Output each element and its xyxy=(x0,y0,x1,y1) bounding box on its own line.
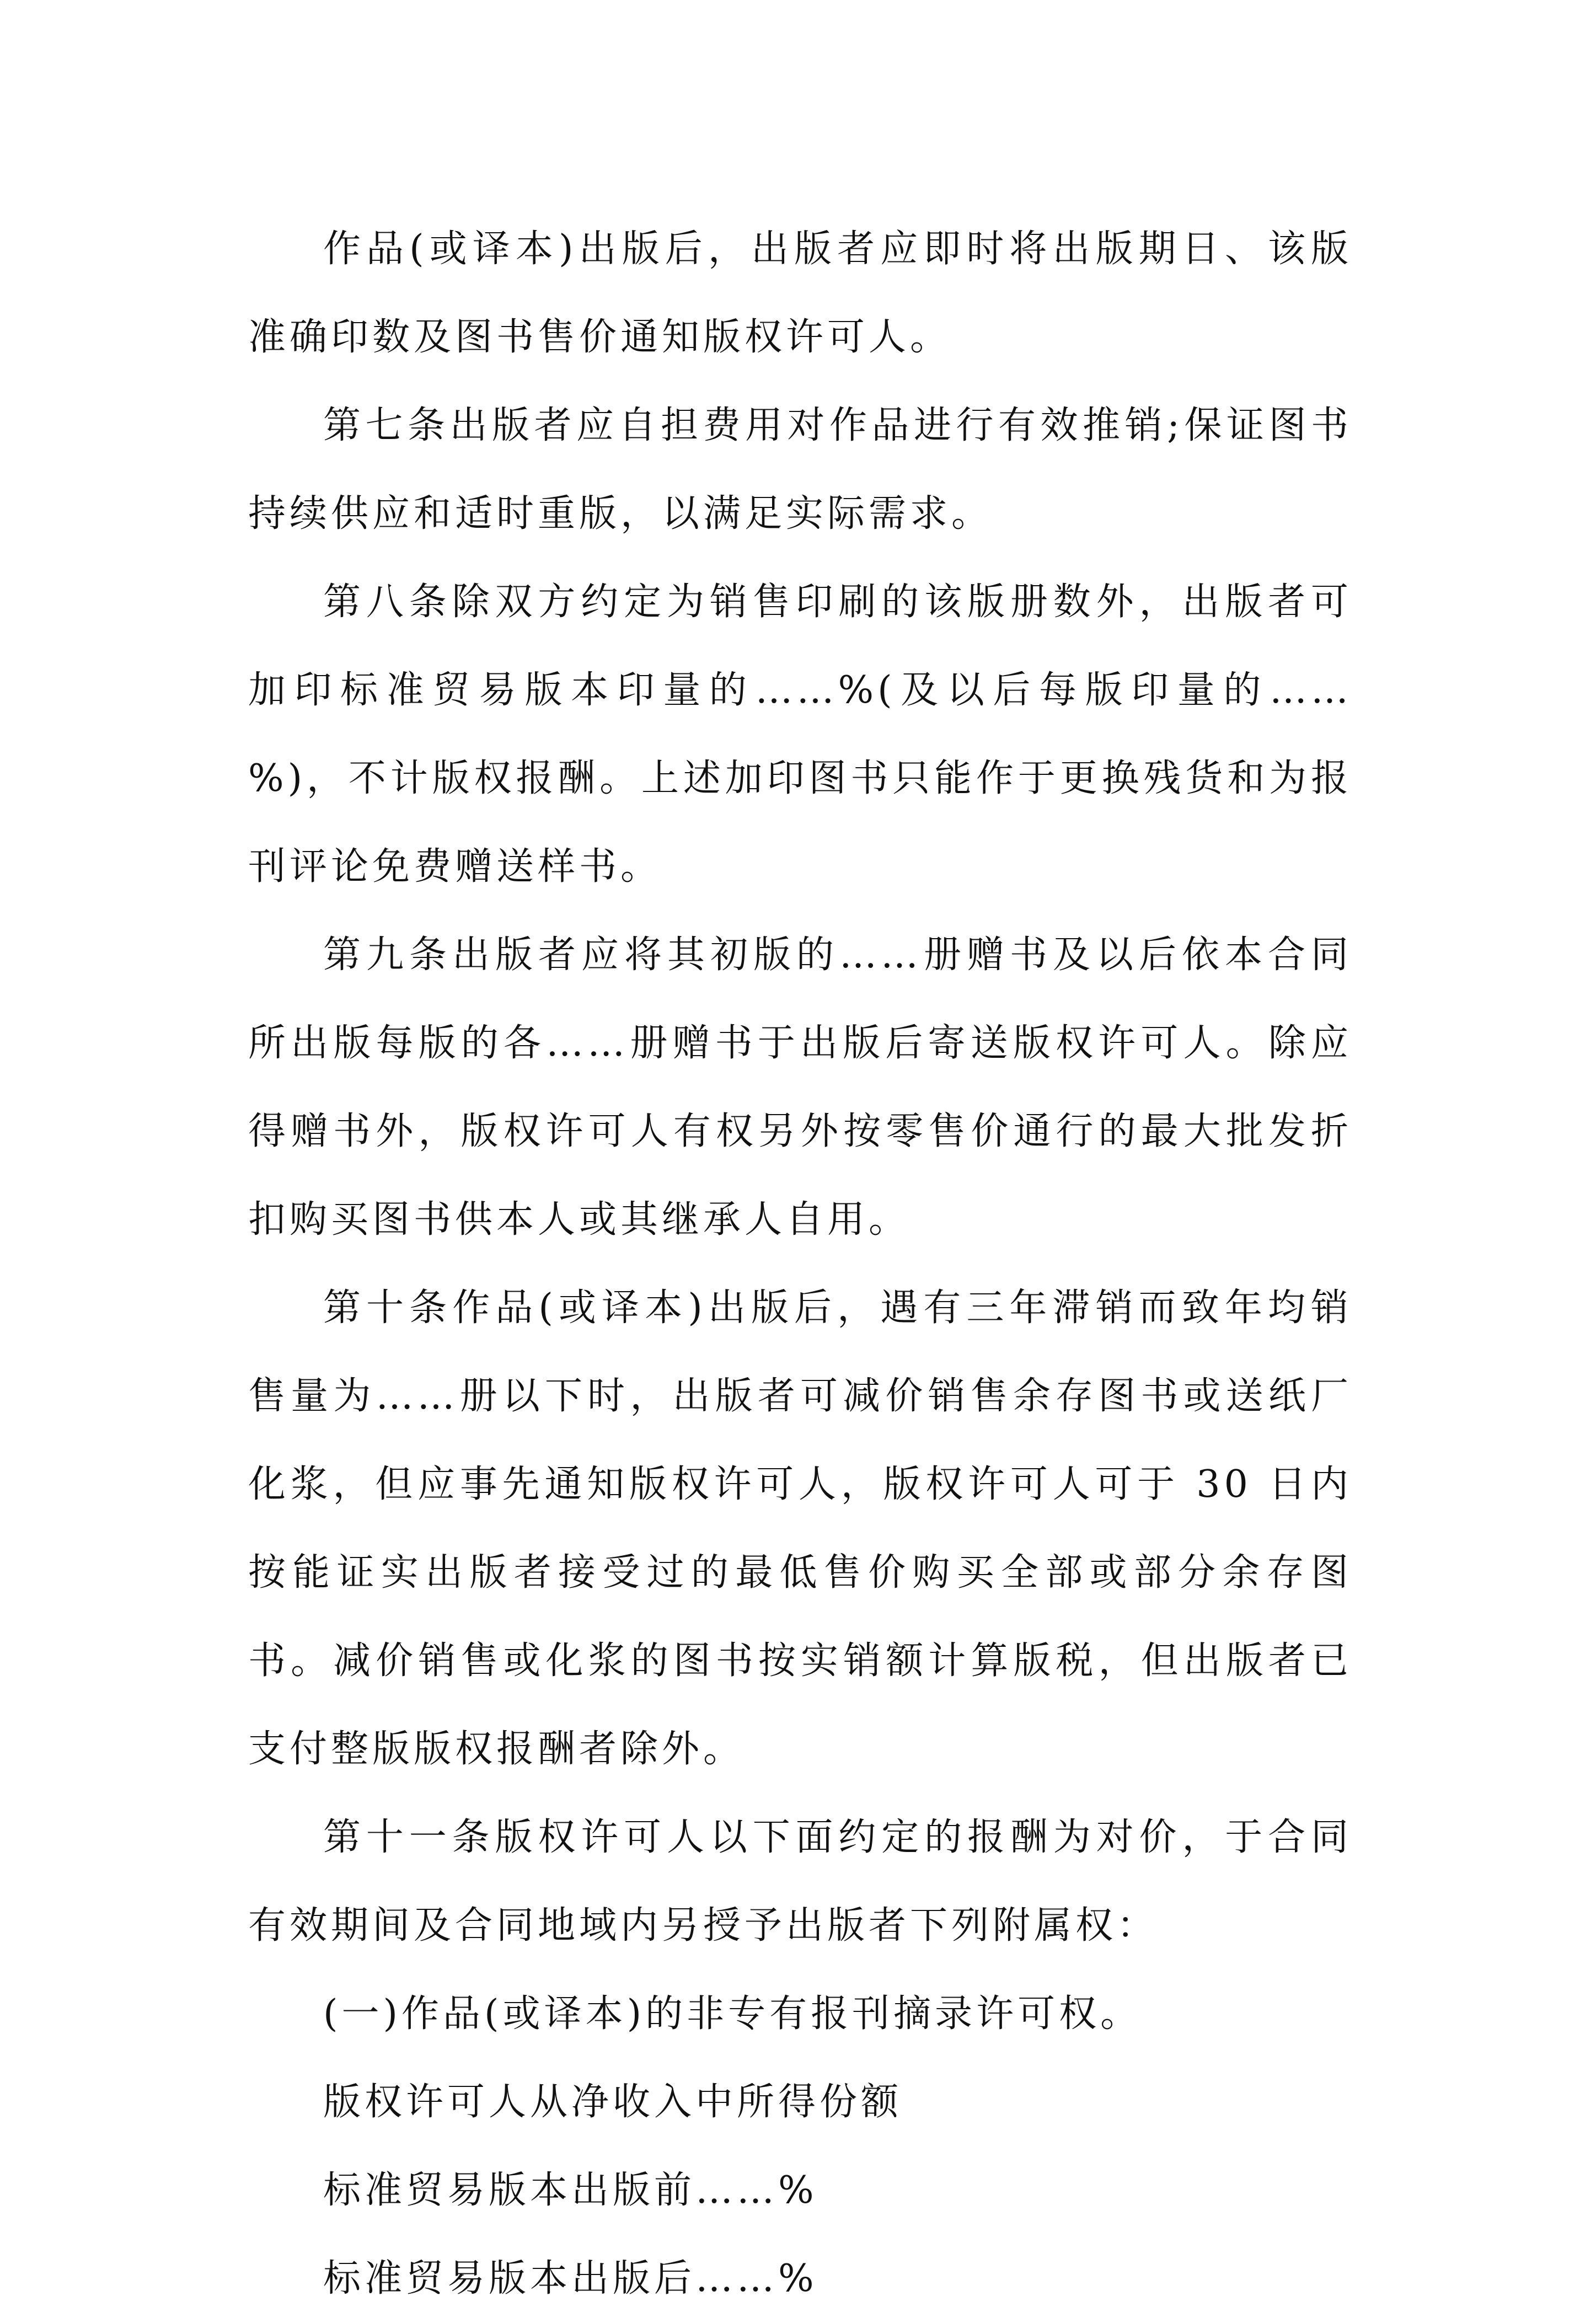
paragraph-article-7: 第七条出版者应自担费用对作品进行有效推销;保证图书持续供应和适时重版，以满足实际需求。 xyxy=(248,404,1352,536)
paragraph-article-11: 第十一条版权许可人以下面约定的报酬为对价，于合同有效期间及合同地域内另授予出版者下列附属权： xyxy=(248,1816,1352,1947)
paragraph-article-8: 第八条除双方约定为销售印刷的该版册数外，出版者可加印标准贸易版本印量的……%(及以后每版印量的……%)，不计版权报酬。上述加印图书只能作于更换残货和为报刊评论免费赠送样书。 xyxy=(248,580,1352,888)
document-body xyxy=(248,205,1352,2323)
list-item-share-before: 标准贸易版本出版前……% xyxy=(323,2169,818,2212)
paragraph-publication-notice: 作品(或译本)出版后，出版者应即时将出版期日、该版准确印数及图书售价通知版权许可人。 xyxy=(248,227,1352,359)
paragraph-article-10: 第十条作品(或译本)出版后，遇有三年滞销而致年均销售量为……册以下时，出版者可减价销售余存图书或送纸厂化浆，但应事先通知版权许可人，版权许可人可于 30 日内按能证实出版者接受过的最低售价购买全部或部分余存图书。减价销售或化浆的图书按实销额计算版税，但出版者已支付整版版权报酬者除外。 xyxy=(248,1286,1352,1771)
list-item-share-after: 标准贸易版本出版后……% xyxy=(323,2257,818,2300)
list-item-share-heading: 版权许可人从净收入中所得份额 xyxy=(323,2080,903,2124)
paragraph-article-9: 第九条出版者应将其初版的……册赠书及以后依本合同所出版每版的各……册赠书于出版后寄送版权许可人。除应得赠书外，版权许可人有权另外按零售价通行的最大批发折扣购买图书供本人或其继承人自用。 xyxy=(248,933,1352,1241)
list-item-subsidiary-right-1: (一)作品(或译本)的非专有报刊摘录许可权。 xyxy=(323,1992,1142,2036)
